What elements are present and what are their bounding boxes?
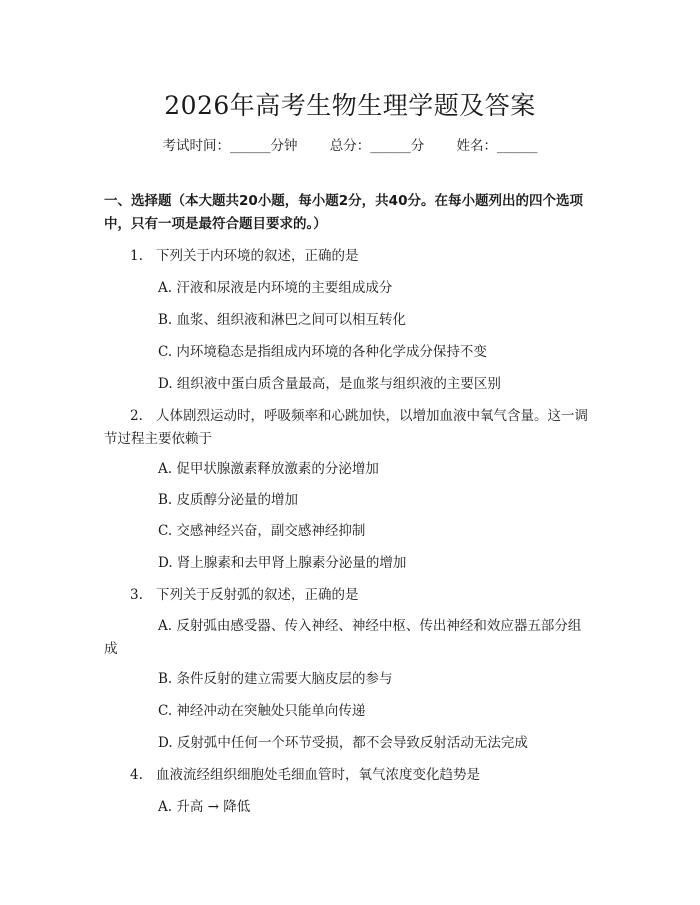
- question-text-continued: 节过程主要依赖于: [104, 431, 212, 447]
- option-a: A. 升高 → 降低: [158, 799, 251, 815]
- option-b: B. 血浆、组织液和淋巴之间可以相互转化: [158, 312, 407, 328]
- option-d: D. 组织液中蛋白质含量最高，是血浆与组织液的主要区别: [158, 376, 501, 392]
- option-a: A. 促甲状腺激素释放激素的分泌增加: [158, 461, 379, 477]
- question-stem: [130, 244, 359, 264]
- question-stem: [130, 404, 588, 424]
- option-d: D. 肾上腺素和去甲肾上腺素分泌量的增加: [158, 555, 407, 571]
- total-score-field: 总分：______分: [329, 138, 425, 154]
- question-text: 下列关于内环境的叙述，正确的是: [156, 248, 359, 264]
- question-text: 人体剧烈运动时，呼吸频率和心跳加快，以增加血液中氧气含量。这一调: [156, 408, 588, 424]
- exam-time-field: 考试时间：______分钟: [162, 138, 298, 154]
- exam-info-row: [0, 134, 700, 154]
- option-b: B. 皮质醇分泌量的增加: [158, 492, 299, 508]
- option-c: C. 交感神经兴奋，副交感神经抑制: [158, 523, 366, 539]
- option-a: A. 汗液和尿液是内环境的主要组成成分: [158, 280, 393, 296]
- question-text: 下列关于反射弧的叙述，正确的是: [156, 587, 359, 603]
- question-number: 1.: [130, 248, 143, 264]
- option-b: B. 条件反射的建立需要大脑皮层的参与: [158, 671, 393, 687]
- student-name-field: 姓名：______: [456, 138, 538, 154]
- option-d: D. 反射弧中任何一个环节受损，都不会导致反射活动无法完成: [158, 735, 528, 751]
- option-c: C. 内环境稳态是指组成内环境的各种化学成分保持不变: [158, 344, 487, 360]
- option-a-continued: 成: [104, 641, 118, 657]
- question-number: 3.: [130, 587, 143, 603]
- section-heading: 一、选择题（本大题共20小题，每小题2分，共40分。在每小题列出的四个选项中，只有一项是最符合题目要求的。）: [104, 193, 583, 232]
- page-title: 2026年高考生物生理学题及答案: [164, 91, 536, 120]
- question-number: 2.: [130, 408, 143, 424]
- question-stem: [130, 763, 480, 783]
- question-number: 4.: [130, 767, 143, 783]
- question-stem: [130, 583, 359, 603]
- option-c: C. 神经冲动在突触处只能单向传递: [158, 703, 366, 719]
- question-text: 血液流经组织细胞处毛细血管时，氧气浓度变化趋势是: [156, 767, 480, 783]
- option-a: A. 反射弧由感受器、传入神经、神经中枢、传出神经和效应器五部分组: [158, 618, 582, 634]
